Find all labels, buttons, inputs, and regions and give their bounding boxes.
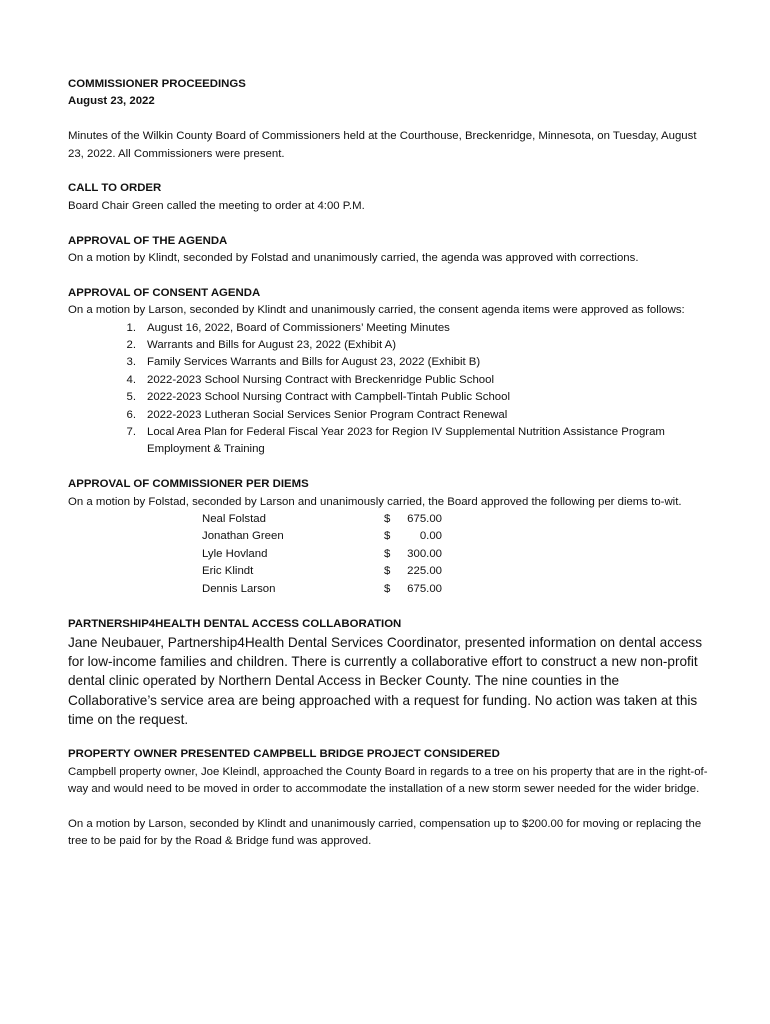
intro-paragraph: Minutes of the Wilkin County Board of Commissioners held at the Courthouse, Breckenridge, Minnesota, on Tuesday, August 23, 2022. All Commissioners were present. [68, 130, 697, 160]
agenda-heading: APPROVAL OF THE AGENDA [68, 234, 228, 247]
bridge-motion-text: On a motion by Larson, seconded by Klindt and unanimously carried, compensation up to $200.00 for moving or replacing the tree to be paid for by the Road & Bridge fund was approved. [68, 817, 702, 848]
list-item-number: 7. [126, 426, 136, 439]
list-item [68, 424, 708, 459]
list-item [68, 320, 708, 337]
commissioner-name: Eric Klindt [202, 565, 254, 578]
list-item [68, 372, 708, 389]
table-row [202, 581, 442, 598]
spacer [68, 598, 708, 615]
call-to-order-text: Board Chair Green called the meeting to order at 4:00 P.M. [68, 199, 365, 212]
list-item-number: 3. [126, 356, 136, 369]
table-row [202, 563, 442, 580]
per-diem-amount: 0.00 [419, 530, 442, 543]
agenda-text: On a motion by Klindt, seconded by Folstad and unanimously carried, the agenda was approved with corrections. [68, 252, 639, 265]
list-item-text: Warrants and Bills for August 23, 2022 (Exhibit A) [147, 339, 397, 352]
per-diem-amount: 225.00 [407, 565, 442, 578]
dental-text: Jane Neubauer, Partnership4Health Dental Services Coordinator, presented information on dental access for low-income families and children. There is currently a collaborative effort to construct a new non-profit dental clinic operated by Northern Dental Access in Becker County. The nine counties in the Collaborative’s service area are being approached with a request for funding. No action was taken at this time on the request. [68, 634, 702, 727]
list-item [68, 407, 708, 424]
currency-symbol: $ [384, 530, 391, 543]
commissioner-name: Jonathan Green [202, 530, 284, 543]
bridge-heading: PROPERTY OWNER PRESENTED CAMPBELL BRIDGE PROJECT CONSIDERED [68, 748, 500, 761]
commissioner-name: Lyle Hovland [202, 547, 268, 560]
spacer [68, 799, 708, 816]
spacer [68, 459, 708, 476]
spacer [68, 267, 708, 284]
list-item [68, 337, 708, 354]
consent-agenda-text: On a motion by Larson, seconded by Klindt and unanimously carried, the consent agenda items were approved as follows: [68, 304, 685, 317]
consent-agenda-list [68, 320, 708, 459]
dental-heading: PARTNERSHIP4HEALTH DENTAL ACCESS COLLABORATION [68, 617, 402, 630]
call-to-order-heading: CALL TO ORDER [68, 182, 162, 195]
currency-symbol: $ [384, 547, 391, 560]
per-diems-table [202, 511, 442, 598]
list-item-text: August 16, 2022, Board of Commissioners’ Meeting Minutes [147, 321, 450, 334]
currency-symbol: $ [384, 582, 391, 595]
spacer [68, 729, 708, 746]
document-title: COMMISSIONER PROCEEDINGS [68, 78, 246, 90]
per-diem-amount: 675.00 [407, 513, 442, 526]
per-diem-amount: 675.00 [407, 582, 442, 595]
table-row [202, 528, 442, 545]
spacer [68, 111, 708, 128]
commissioner-name: Neal Folstad [202, 513, 266, 526]
minutes-document [68, 76, 708, 851]
list-item-number: 5. [126, 391, 136, 404]
list-item [68, 389, 708, 406]
list-item-text: 2022-2023 School Nursing Contract with Breckenridge Public School [147, 373, 494, 386]
list-item-number: 6. [126, 408, 136, 421]
list-item-number: 4. [126, 373, 136, 386]
per-diem-amount: 300.00 [407, 547, 442, 560]
list-item-number: 1. [126, 321, 136, 334]
currency-symbol: $ [384, 565, 391, 578]
spacer [68, 163, 708, 180]
document-date: August 23, 2022 [68, 95, 155, 108]
table-row [202, 546, 442, 563]
spacer [68, 215, 708, 232]
list-item [68, 354, 708, 371]
table-row [202, 511, 442, 528]
bridge-text: Campbell property owner, Joe Kleindl, approached the County Board in regards to a tree on his property that are in the right-of-way and would need to be moved in order to accommodate the installation of a new storm sewer needed for the wider bridge. [68, 765, 708, 796]
list-item-text: Local Area Plan for Federal Fiscal Year 2023 for Region IV Supplemental Nutrition Assistance Program Employment & Training [147, 426, 665, 456]
per-diems-heading: APPROVAL OF COMMISSIONER PER DIEMS [68, 478, 309, 491]
list-item-text: 2022-2023 Lutheran Social Services Senior Program Contract Renewal [147, 408, 508, 421]
list-item-text: 2022-2023 School Nursing Contract with Campbell-Tintah Public School [147, 391, 511, 404]
commissioner-name: Dennis Larson [202, 582, 276, 595]
list-item-number: 2. [126, 339, 136, 352]
per-diems-text: On a motion by Folstad, seconded by Larson and unanimously carried, the Board approved the following per diems to-wit. [68, 495, 682, 508]
currency-symbol: $ [384, 513, 391, 526]
consent-agenda-heading: APPROVAL OF CONSENT AGENDA [68, 286, 261, 299]
list-item-text: Family Services Warrants and Bills for August 23, 2022 (Exhibit B) [147, 356, 481, 369]
